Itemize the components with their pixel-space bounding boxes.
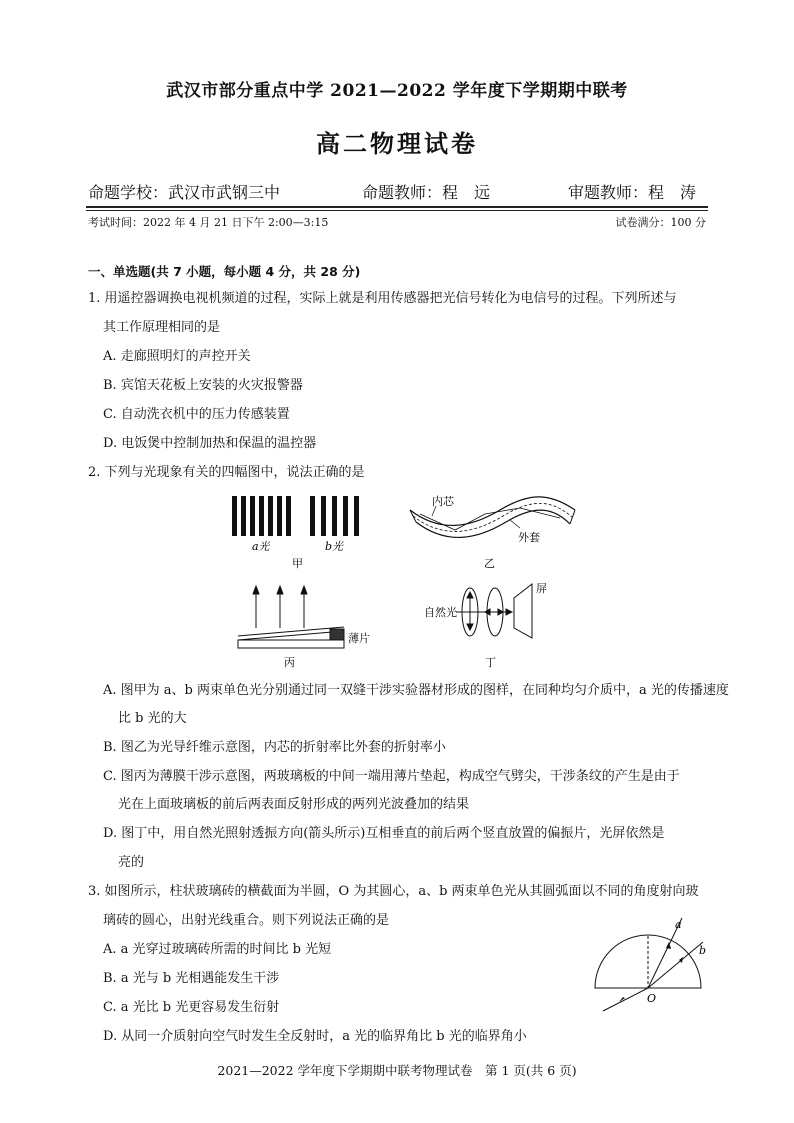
exam-title-line2: 高二物理试卷: [316, 129, 478, 158]
label-bing: 丙: [284, 656, 295, 669]
q2-option-c-line1: C. 图丙为薄膜干涉示意图，两玻璃板的中间一端用薄片垫起，构成空气劈尖，干涉条纹的产生是由于: [103, 769, 680, 784]
q3-option-a: A. a 光穿过玻璃砖所需的时间比 b 光短: [103, 942, 332, 957]
school-info: 命题学校：武汉市武钢三中: [88, 183, 281, 202]
label-ding: 丁: [485, 656, 496, 669]
q2-option-b: B. 图乙为光导纤维示意图，内芯的折射率比外套的折射率小: [103, 740, 446, 755]
label-screen: 屏: [536, 582, 547, 595]
label-a-light: a光: [252, 540, 270, 553]
label-center-o: O: [647, 992, 657, 1005]
q3-stem-line1: 3. 如图所示，柱状玻璃砖的横截面为半圆，O 为其圆心，a、b 两束单色光从其圆弧面以不同的角度射向玻: [88, 884, 699, 899]
q1-option-a: A. 走廊照明灯的声控开关: [103, 349, 251, 364]
label-ray-b: b: [699, 944, 707, 957]
header-rule-thick: [86, 206, 708, 208]
reviewer-info: 审题教师：程 涛: [568, 183, 697, 202]
label-jia: 甲: [292, 557, 303, 570]
q2-option-a-line1: A. 图甲为 a、b 两束单色光分别通过同一双缝干涉实验器材形成的图样，在同种均匀介质中，a 光的传播速度: [103, 683, 729, 698]
q3-option-c: C. a 光比 b 光更容易发生衍射: [103, 1000, 280, 1015]
fig-jia-fringes-a: [232, 496, 291, 536]
q1-stem-line2: 其工作原理相同的是: [103, 320, 221, 335]
proposer-info: 命题教师：程 远: [362, 183, 491, 202]
fig-ding-polarizers: [456, 584, 532, 638]
full-score: 试卷满分：100 分: [615, 216, 706, 229]
exam-time: 考试时间：2022 年 4 月 21 日下午 2:00—3:15: [88, 216, 329, 229]
label-thin-sheet: 薄片: [348, 632, 370, 645]
fig-jia-fringes-b: [310, 496, 359, 536]
label-ray-a: a: [675, 918, 682, 931]
q2-option-d-line1: D. 图丁中，用自然光照射透振方向(箭头所示)互相垂直的前后两个竖直放置的偏振片，光屏依然是: [103, 826, 665, 841]
q1-option-c: C. 自动洗衣机中的压力传感装置: [103, 407, 290, 422]
exam-title-line1: 武汉市部分重点中学 2021—2022 学年度下学期期中联考: [166, 81, 628, 101]
q3-semicircle-figure: [585, 912, 715, 1012]
label-core: 内芯: [432, 495, 454, 508]
label-natural-light: 自然光: [424, 606, 457, 619]
q1-stem-line1: 1. 用遥控器调换电视机频道的过程，实际上就是利用传感器把光信号转化为电信号的过程。下列所述与: [88, 291, 677, 306]
q3-stem-line2: 璃砖的圆心，出射光线重合。则下列说法正确的是: [103, 913, 390, 928]
q2-option-d-line2: 亮的: [118, 855, 145, 870]
label-yi: 乙: [484, 557, 495, 570]
q2-option-c-line2: 光在上面玻璃板的前后两表面反射形成的两列光波叠加的结果: [118, 797, 470, 812]
q2-figures: [220, 488, 600, 673]
fig-bing-wedge: [238, 586, 344, 648]
q2-stem: 2. 下列与光现象有关的四幅图中，说法正确的是: [88, 465, 365, 480]
q2-option-a-line2: 比 b 光的大: [118, 711, 187, 726]
q3-option-d: D. 从同一介质射向空气时发生全反射时，a 光的临界角比 b 光的临界角小: [103, 1029, 527, 1044]
q3-option-b: B. a 光与 b 光相遇能发生干涉: [103, 971, 280, 986]
q1-option-b: B. 宾馆天花板上安装的火灾报警器: [103, 378, 303, 393]
page-footer: 2021—2022 学年度下学期期中联考物理试卷 第 1 页(共 6 页): [217, 1063, 577, 1078]
section-title: 一、单选题(共 7 小题，每小题 4 分，共 28 分): [88, 264, 361, 279]
label-b-light: b光: [325, 540, 344, 553]
header-rule-thin: [86, 210, 708, 211]
label-cladding: 外套: [518, 531, 540, 544]
q1-option-d: D. 电饭煲中控制加热和保温的温控器: [103, 436, 317, 451]
